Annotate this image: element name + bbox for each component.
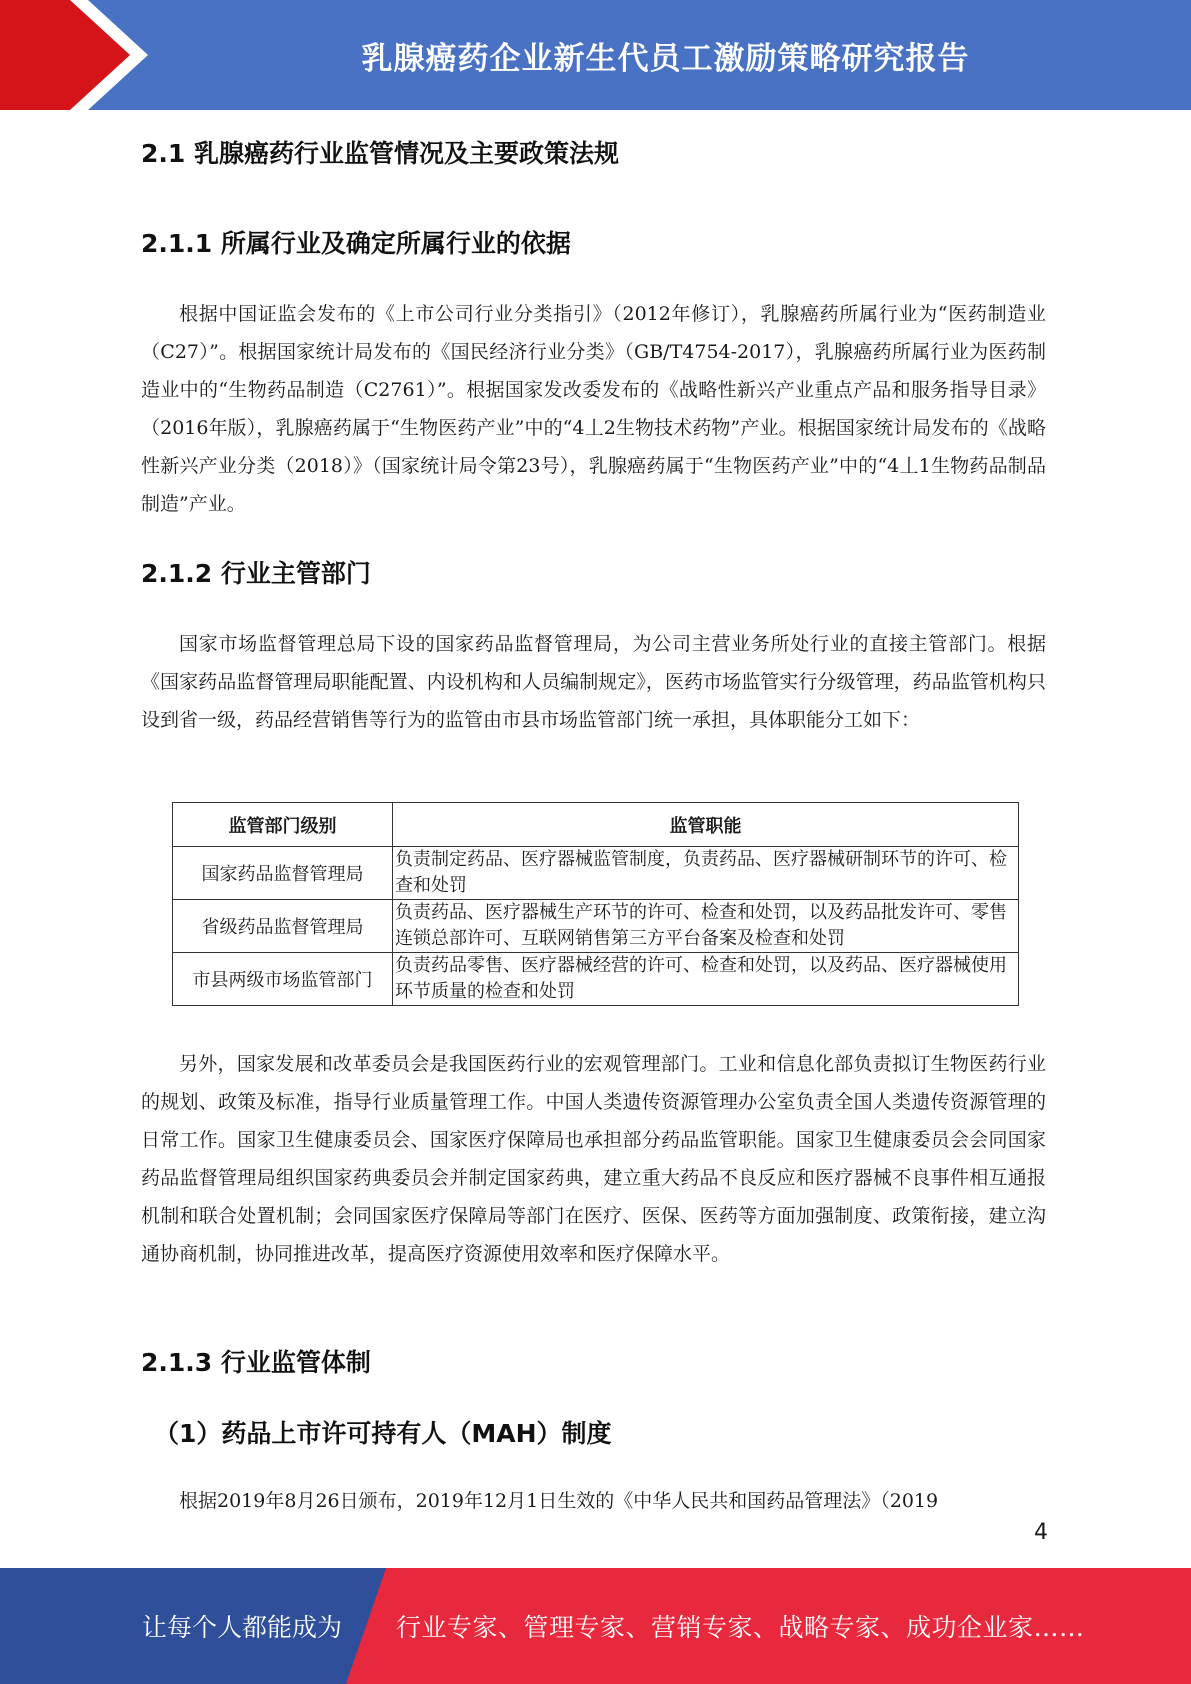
table-cell-duty: 负责药品零售、医疗器械经营的许可、检查和处罚，以及药品、医疗器械使用环节质量的检查和处罚 xyxy=(393,953,1019,1006)
subsection-heading-mah: （1）药品上市许可持有人（MAH）制度 xyxy=(154,1419,612,1448)
paragraph-industry-basis: 根据中国证监会发布的《上市公司行业分类指引》（2012年修订），乳腺癌药所属行业为“医药制造业（C27）”。根据国家统计局发布的《国民经济行业分类》（GB/T4754-2017），乳腺癌药所属行业为医药制造业中的“生物药品制造（C2761）”。根据国家发改委发布的《战略性新兴产业重点产品和服务指导目录》（2016年版），乳腺癌药属于“生物医药产业”中的“4丄2生物技术药物”产业。根据国家统计局发布的《战略性新兴产业分类（2018）》（国家统计局令第23号），乳腺癌药属于“生物医药产业”中的“4丄1生物药品制品制造”产业。 xyxy=(141,303,1046,515)
footer-slogan-right: 行业专家、管理专家、营销专家、战略专家、成功企业家…… xyxy=(396,1613,1085,1642)
section-heading-2-1-1: 2.1.1 所属行业及确定所属行业的依据 xyxy=(141,229,571,258)
table-header-duty: 监管职能 xyxy=(393,803,1019,847)
table-header-row xyxy=(173,803,1019,847)
page-number: 4 xyxy=(1034,1520,1048,1545)
regulator-table xyxy=(172,802,1019,1006)
page-header xyxy=(0,0,1191,110)
table-header-level: 监管部门级别 xyxy=(173,803,393,847)
table-cell-duty: 负责制定药品、医疗器械监管制度，负责药品、医疗器械研制环节的许可、检查和处罚 xyxy=(393,847,1019,900)
header-arrow-decoration xyxy=(0,0,150,110)
footer-slogan-left: 让每个人都能成为 xyxy=(142,1613,343,1642)
table-cell-level: 国家药品监督管理局 xyxy=(173,847,393,900)
table-row xyxy=(173,900,1019,953)
paragraph-mah: 根据2019年8月26日颁布，2019年12月1日生效的《中华人民共和国药品管理法》（2019 xyxy=(179,1490,939,1512)
section-heading-2-1: 2.1 乳腺癌药行业监管情况及主要政策法规 xyxy=(141,139,619,168)
table-row xyxy=(173,953,1019,1006)
table-cell-duty: 负责药品、医疗器械生产环节的许可、检查和处罚，以及药品批发许可、零售连锁总部许可、互联网销售第三方平台备案及检查和处罚 xyxy=(393,900,1019,953)
paragraph-regulator: 国家市场监督管理总局下设的国家药品监督管理局，为公司主营业务所处行业的直接主管部门。根据《国家药品监督管理局职能配置、内设机构和人员编制规定》，医药市场监管实行分级管理，药品监管机构只设到省一级，药品经营销售等行为的监管由市县市场监管部门统一承担，具体职能分工如下： xyxy=(141,633,1046,731)
section-heading-2-1-3: 2.1.3 行业监管体制 xyxy=(141,1348,371,1377)
table-cell-level: 省级药品监督管理局 xyxy=(173,900,393,953)
table-row xyxy=(173,847,1019,900)
paragraph-other-regulators: 另外，国家发展和改革委员会是我国医药行业的宏观管理部门。工业和信息化部负责拟订生物医药行业的规划、政策及标准，指导行业质量管理工作。中国人类遗传资源管理办公室负责全国人类遗传资源管理的日常工作。国家卫生健康委员会、国家医疗保障局也承担部分药品监管职能。国家卫生健康委员会会同国家药品监督管理局组织国家药典委员会并制定国家药典，建立重大药品不良反应和医疗器械不良事件相互通报机制和联合处置机制；会同国家医疗保障局等部门在医疗、医保、医药等方面加强制度、政策衔接，建立沟通协商机制，协同推进改革，提高医疗资源使用效率和医疗保障水平。 xyxy=(141,1053,1046,1265)
page-footer xyxy=(0,1568,1191,1684)
section-heading-2-1-2: 2.1.2 行业主管部门 xyxy=(141,559,371,588)
header-title: 乳腺癌药企业新生代员工激励策略研究报告 xyxy=(361,40,970,77)
table-cell-level: 市县两级市场监管部门 xyxy=(173,953,393,1006)
